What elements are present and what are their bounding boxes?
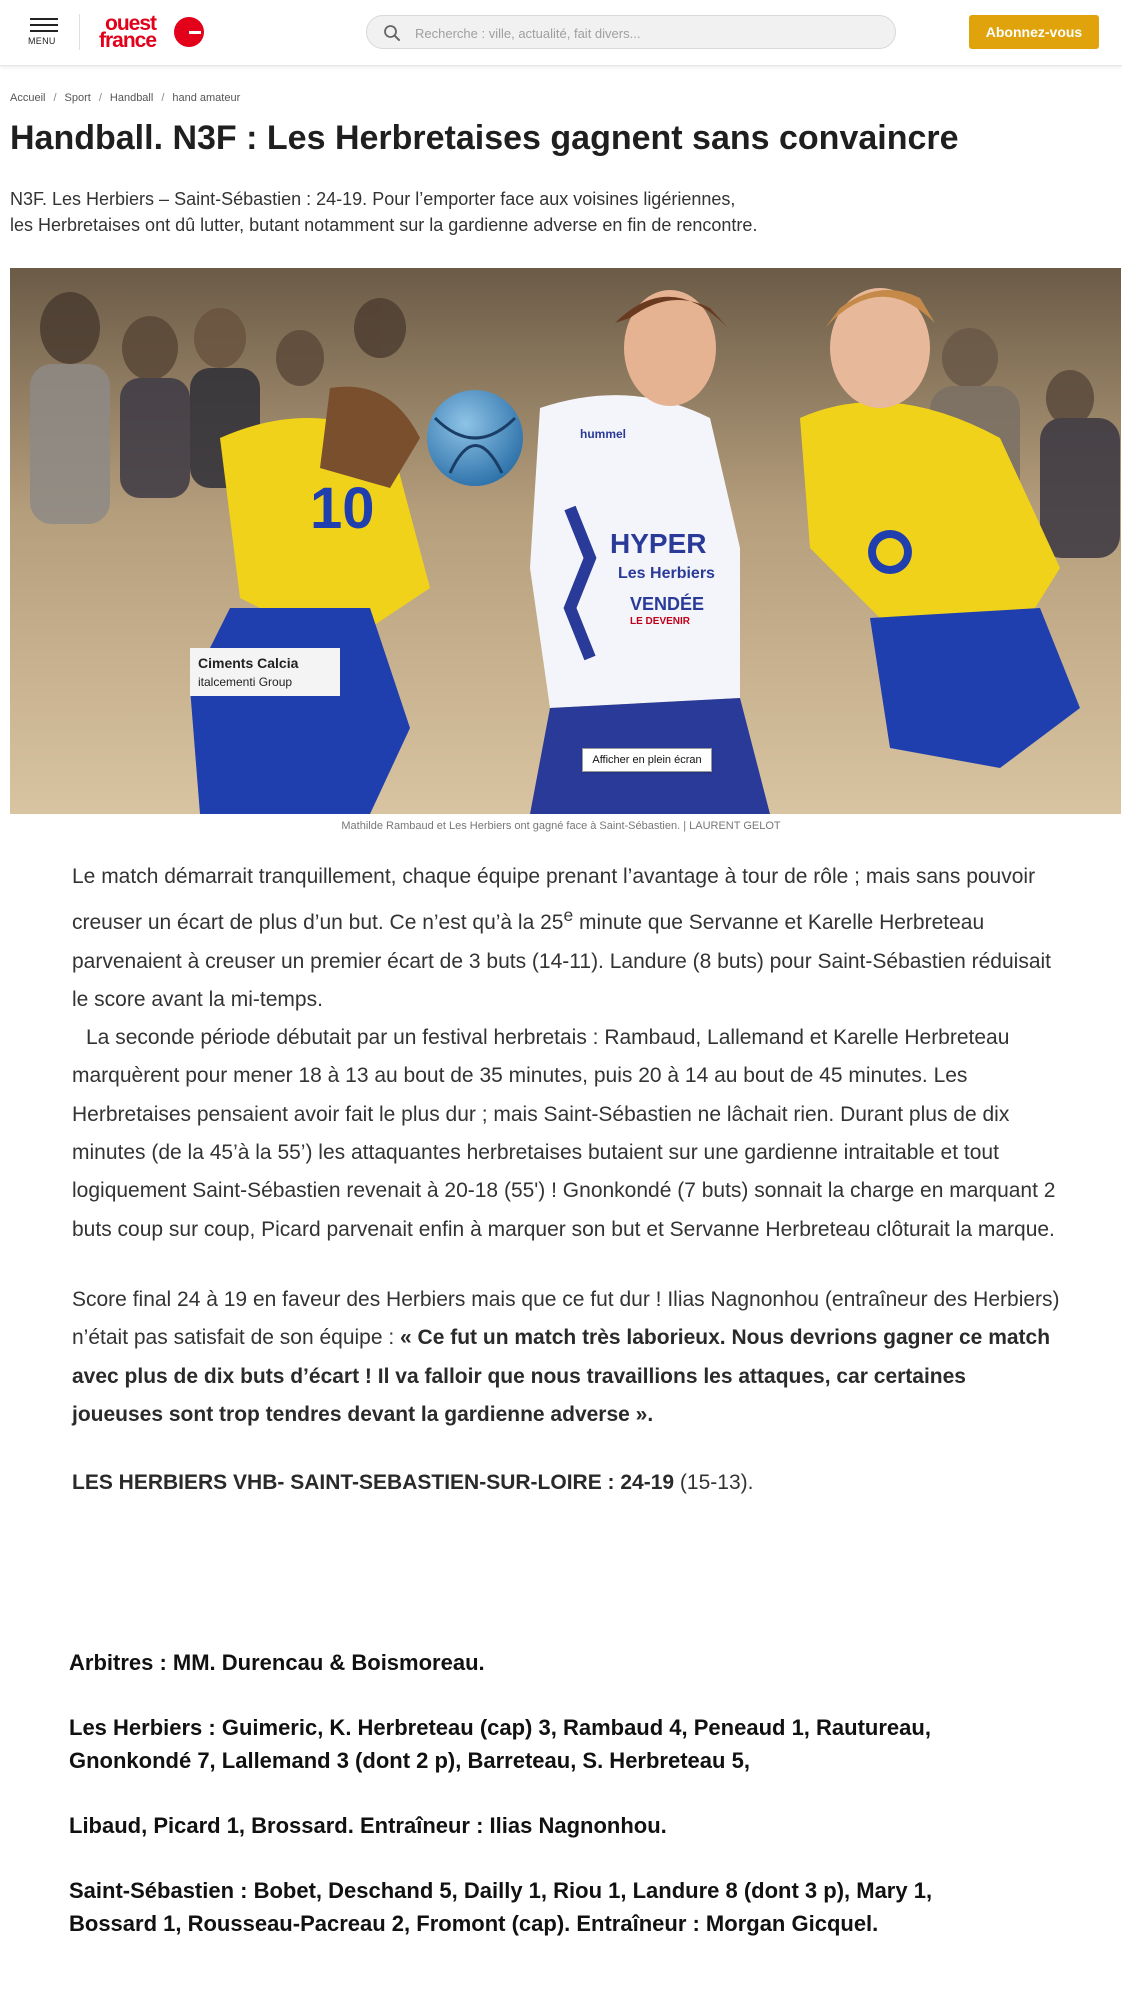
site-header bbox=[0, 0, 1122, 66]
half-time-score: (15-13). bbox=[674, 1471, 754, 1495]
breadcrumb-hand-amateur[interactable]: hand amateur bbox=[172, 92, 241, 104]
breadcrumb-separator: / bbox=[161, 92, 165, 104]
search-bar[interactable] bbox=[366, 15, 896, 49]
article-paragraph-1 bbox=[72, 858, 1062, 1249]
hamburger-icon-bar bbox=[30, 30, 58, 32]
breadcrumb-sport[interactable]: Sport bbox=[64, 92, 91, 104]
fullscreen-tooltip[interactable]: Afficher en plein écran bbox=[582, 748, 712, 772]
shorts-sponsor-2: italcementi Group bbox=[198, 675, 293, 689]
menu-button[interactable] bbox=[28, 18, 62, 46]
paragraph-1-part-a: Le match démarrait tranquillement, chaque équipe prenant l’avantage à tour de rôle ; mais sans pouvoir creuser un écart de plus d’un but. Ce n’est qu’à la 25 bbox=[72, 865, 1036, 935]
standfirst-line-1: N3F. Les Herbiers – Saint-Sébastien : 24-19. Pour l’emporter face aux voisines ligériennes, bbox=[10, 189, 736, 209]
les-herbiers-lineup-continued: Libaud, Picard 1, Brossard. Entraîneur : Ilias Nagnonhou. bbox=[69, 1813, 667, 1838]
les-herbiers-line-2: Gnonkondé 7, Lallemand 3 (dont 2 p), Barreteau, S. Herbreteau 5, bbox=[69, 1748, 750, 1773]
les-herbiers-line-1: Les Herbiers : Guimeric, K. Herbreteau (cap) 3, Rambaud 4, Peneaud 1, Rautureau, bbox=[69, 1715, 931, 1740]
paragraph-2-text: Score final 24 à 19 en faveur des Herbiers mais que ce fut dur ! Ilias Nagnonhou (entraîneur des Herbiers) n’était pas satisfait de son équipe : bbox=[72, 1287, 1060, 1350]
saint-sebastien-line-1: Saint-Sébastien : Bobet, Deschand 5, Dailly 1, Riou 1, Landure 8 (dont 3 p), Mary 1, bbox=[69, 1878, 933, 1903]
breadcrumb-separator: / bbox=[53, 92, 57, 104]
jersey-sponsor-3: VENDÉE bbox=[630, 594, 705, 614]
photo-caption: Mathilde Rambaud et Les Herbiers ont gagné face à Saint-Sébastien. | LAURENT GELOT bbox=[341, 820, 781, 832]
match-result-score: LES HERBIERS VHB- SAINT-SEBASTIEN-SUR-LOIRE : 24-19 bbox=[72, 1471, 675, 1495]
standfirst-line-2: les Herbretaises ont dû lutter, butant notamment sur la gardienne adverse en fin de rencontre. bbox=[10, 215, 758, 235]
les-herbiers-lineup bbox=[69, 1711, 1069, 1777]
search-input[interactable] bbox=[415, 22, 885, 44]
breadcrumb-handball[interactable]: Handball bbox=[109, 92, 154, 104]
logo-text-france: france bbox=[99, 29, 157, 52]
article-paragraph-2 bbox=[72, 1281, 1062, 1434]
coach-quote: « Ce fut un match très laborieux. Nous devrions gagner ce match avec plus de dix buts d’écart ! Il va falloir que nous travaillions les attaques, car certaines joueuses sont trop tendres devant la gardienne adverse ». bbox=[72, 1326, 1051, 1426]
breadcrumb-home[interactable]: Accueil bbox=[10, 92, 46, 104]
ouest-france-logo[interactable] bbox=[99, 14, 209, 52]
article-photo[interactable] bbox=[10, 268, 1121, 814]
jersey-sponsor-2: Les Herbiers bbox=[618, 565, 715, 582]
breadcrumb-separator: / bbox=[98, 92, 102, 104]
match-result bbox=[72, 1464, 1062, 1502]
saint-sebastien-line-2: Bossard 1, Rousseau-Pacreau 2, Fromont (cap). Entraîneur : Morgan Gicquel. bbox=[69, 1911, 879, 1936]
handball-match-photo bbox=[10, 268, 1121, 814]
referees-line: Arbitres : MM. Durencau & Boismoreau. bbox=[69, 1650, 485, 1675]
paragraph-1-part-b: minute que Servanne et Karelle Herbreteau parvenaient à creuser un premier écart de 3 buts (14-11). Landure (8 buts) pour Saint-Sébastien réduisait le score avant la mi-temps. bbox=[72, 911, 1051, 1011]
article-standfirst bbox=[10, 186, 1110, 238]
jersey-sponsor-4: LE DEVENIR bbox=[630, 616, 691, 627]
paragraph-1-part-c: La seconde période débutait par un festival herbretais : Rambaud, Lallemand et Karelle Herbreteau marquèrent pour mener 18 à 13 au bout de 35 minutes, puis 20 à 14 au bout de 45 minutes. Les Herbretaises pensaient avoir fait le plus dur ; mais Saint-Sébastien ne lâchait rien. Durant plus de dix minutes (de la 45’à la 55’) les attaquantes herbretaises butaient sur une gardienne intraitable et tout logiquement Saint-Sébastien revenait à 20-18 (55') ! Gnonkondé (7 buts) sonnait la charge en marquant 2 buts coup sur coup, Picard parvenait enfin à marquer son but et Servanne Herbreteau clôturait la marque. bbox=[72, 1026, 1056, 1241]
subscribe-button[interactable]: Abonnez-vous bbox=[969, 15, 1099, 49]
page-title: Handball. N3F : Les Herbretaises gagnent sans convaincre bbox=[10, 119, 959, 157]
menu-label: MENU bbox=[28, 36, 56, 46]
article-body bbox=[72, 858, 1062, 1502]
saint-sebastien-lineup bbox=[69, 1874, 1069, 1940]
header-divider bbox=[79, 14, 80, 50]
hamburger-icon-bar bbox=[30, 24, 58, 26]
ordinal-superscript: e bbox=[563, 905, 574, 926]
hamburger-icon bbox=[30, 18, 58, 20]
jersey-sponsor-1: HYPER bbox=[610, 528, 707, 559]
jersey-brand: hummel bbox=[580, 427, 627, 441]
logo-text-ouest: ouest bbox=[105, 12, 157, 35]
logo-mark-icon bbox=[174, 17, 204, 47]
shorts-sponsor-1: Ciments Calcia bbox=[198, 655, 299, 671]
search-icon bbox=[383, 24, 401, 42]
jersey-number: 10 bbox=[310, 476, 375, 541]
breadcrumb bbox=[10, 92, 240, 104]
